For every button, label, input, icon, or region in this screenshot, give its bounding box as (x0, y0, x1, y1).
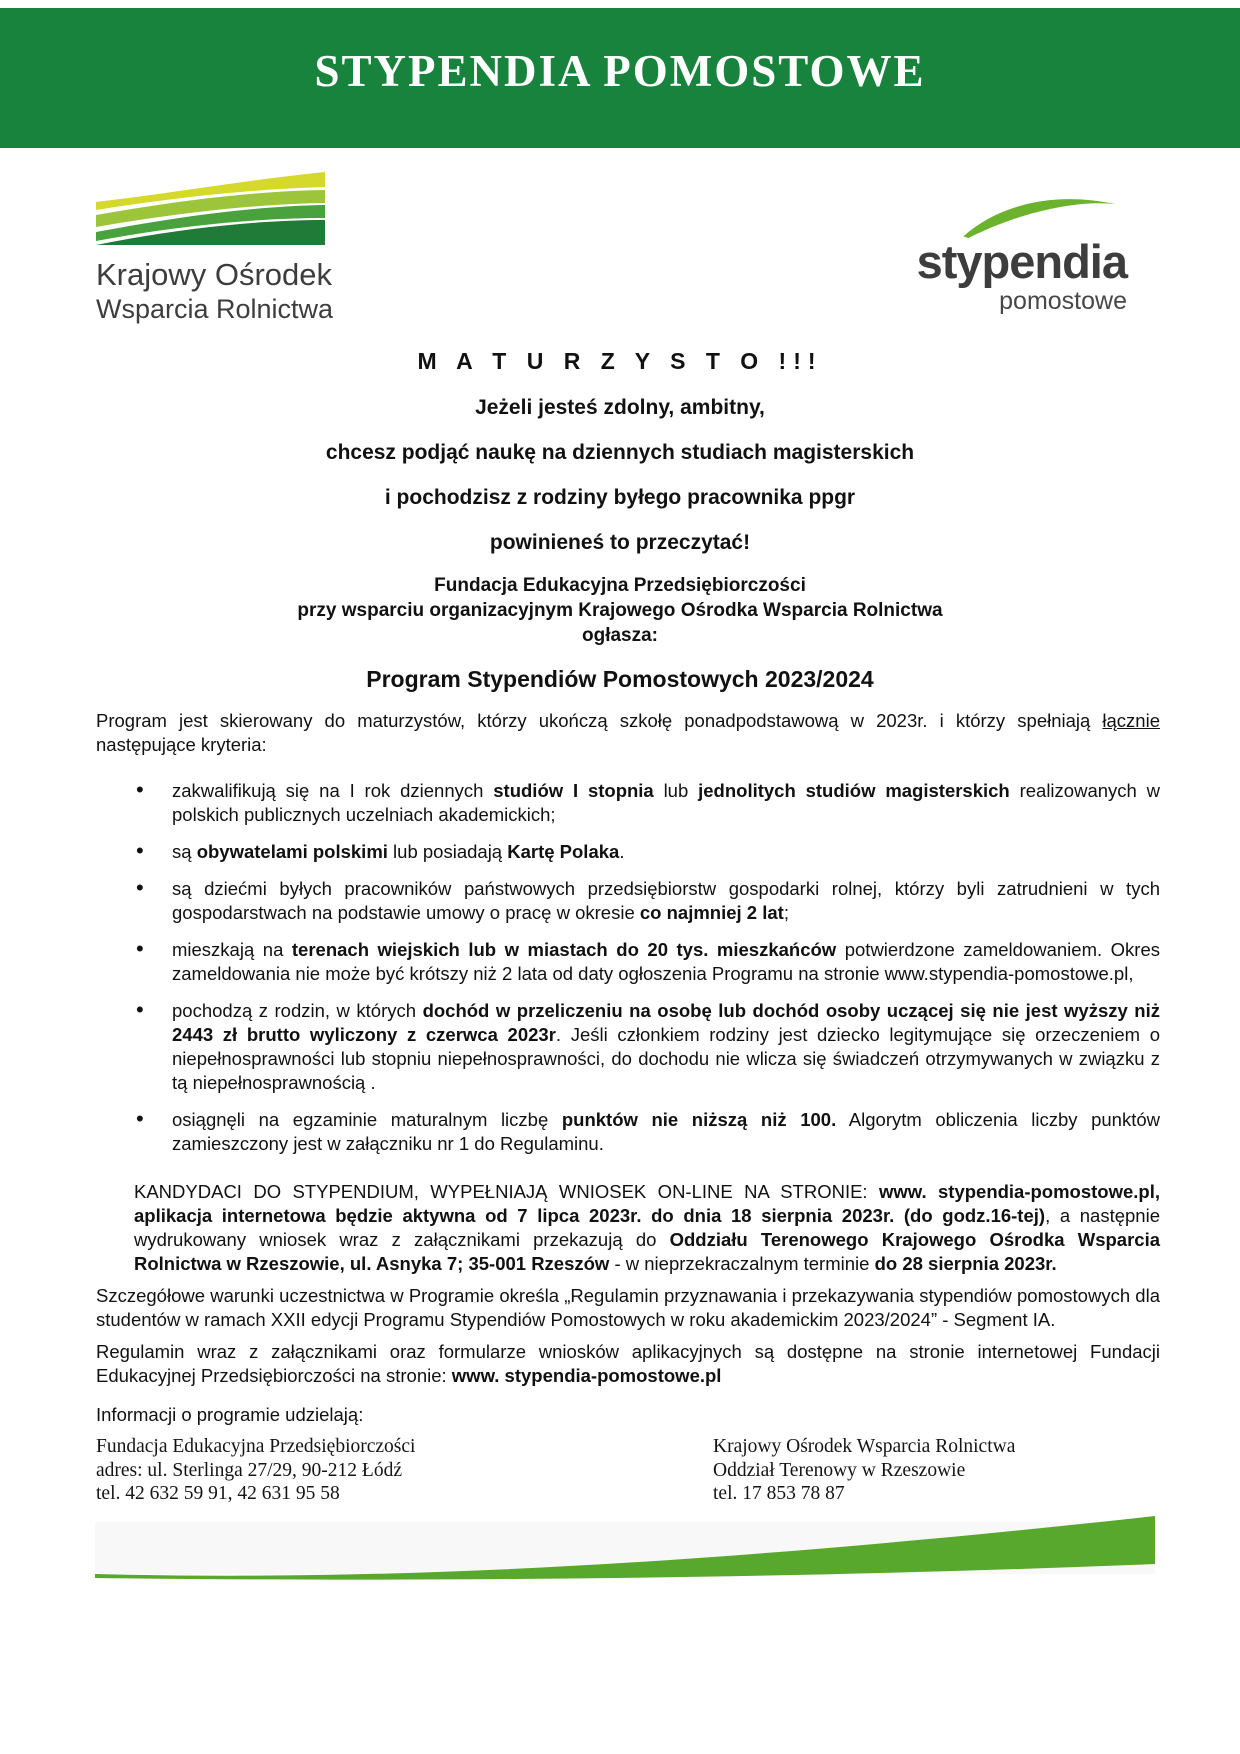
intro-line-4: powinieneś to przeczytać! (489, 531, 751, 554)
criteria-list (96, 779, 1160, 1156)
kowr-logo (96, 172, 396, 325)
logos-row (96, 172, 1127, 325)
kowr-logo-text-line1: Krajowy Ośrodek (96, 257, 333, 292)
criteria-item-5: • pochodzą z rodzin, w których dochód w przeliczeniu na osobę lub dochód osoby uczącej się nie jest wyższy niż 2443 zł brutto wyliczony z czerwca 2023r. Jeśli członkiem rodziny jest dziecko legitymujące się orzeczeniem o niepełnosprawności lub stopniu niepełnosprawności, do dochodu nie wlicza się świadczeń otrzymywanych w związku z tą niepełnosprawnością . (134, 999, 1160, 1095)
intro-headline: M A T U R Z Y S T O !!! (417, 348, 823, 374)
contact-kowr (713, 1435, 1160, 1506)
contact-kowr-phone: tel. 17 853 78 87 (713, 1483, 845, 1504)
contact-fep-name: Fundacja Edukacyjna Przedsiębiorczości (96, 1436, 416, 1457)
document-body (96, 709, 1160, 1427)
announcement-line-3: ogłasza: (581, 625, 659, 646)
header-banner (0, 8, 1240, 148)
intro-paragraph: Program jest skierowany do maturzystów, którzy ukończą szkołę ponadpodstawową w 2023r. i którzy spełniają łącznie następujące kryteria: (96, 710, 1160, 755)
intro-section (0, 347, 1240, 555)
stypendia-logo (895, 192, 1127, 314)
contact-fep-phone: tel. 42 632 59 91, 42 631 95 58 (96, 1483, 340, 1504)
intro-line-1: Jeżeli jesteś zdolny, ambitny, (475, 396, 765, 419)
criteria-item-1: • zakwalifikują się na I rok dziennych studiów I stopnia lub jednolitych studiów magisterskich realizowanych w polskich publicznych uczelniach akademickich; (134, 779, 1160, 827)
announcement-section (0, 573, 1240, 648)
stypendia-logo-subtitle: pomostowe (999, 287, 1127, 315)
info-heading: Informacji o programie udzielają: (96, 1404, 364, 1425)
contact-kowr-name: Krajowy Ośrodek Wsparcia Rolnictwa (713, 1436, 1016, 1457)
intro-line-3: i pochodzisz z rodziny byłego pracownika ppgr (384, 486, 856, 509)
program-title: Program Stypendiów Pomostowych 2023/2024 (366, 666, 874, 692)
application-paragraph: KANDYDACI DO STYPENDIUM, WYPEŁNIAJĄ WNIOSEK ON-LINE NA STRONIE: www. stypendia-pomostowe.pl, aplikacja internetowa będzie aktywna od 7 lipca 2023r. do dnia 18 sierpnia 2023r. (do godz.16-tej), a następnie wydrukowany wniosek wraz z załącznikami przekazują do Oddziału Terenowego Krajowego Ośrodka Wsparcia Rolnictwa w Rzeszowie, ul. Asnyka 7; 35-001 Rzeszów - w nieprzekraczalnym terminie do 28 sierpnia 2023r. (134, 1181, 1161, 1274)
announcement-line-1: Fundacja Edukacyjna Przedsiębiorczości (434, 575, 806, 596)
stypendia-logo-wordmark: stypendia (916, 235, 1127, 288)
criteria-item-3: • są dziećmi byłych pracowników państwowych przedsiębiorstw gospodarki rolnej, którzy byli zatrudnieni w tych gospodarstwach na podstawie umowy o pracę w okresie co najmniej 2 lat; (134, 877, 1160, 925)
footer-swoosh-graphic (95, 1512, 1155, 1584)
criteria-item-4: • mieszkają na terenach wiejskich lub w miastach do 20 tys. mieszkańców potwierdzone zameldowaniem. Okres zameldowania nie może być krótszy niż 2 lata od daty ogłoszenia Programu na stronie www.stypendia-pomostowe.pl, (134, 938, 1160, 986)
terms-paragraph: Szczegółowe warunki uczestnictwa w Programie określa „Regulamin przyznawania i przekazywania stypendiów pomostowych dla studentów w ramach XXII edycji Programu Stypendiów Pomostowych w roku akademickim 2023/2024” - Segment IA. (96, 1285, 1160, 1330)
intro-line-2: chcesz podjąć naukę na dziennych studiach magisterskich (325, 441, 915, 464)
footer-swoosh (95, 1512, 1155, 1584)
document-title: STYPENDIA POMOSTOWE (314, 46, 926, 96)
contact-fep-address: adres: ul. Sterlinga 27/29, 90-212 Łódź (96, 1459, 402, 1481)
announcement-line-2: przy wsparciu organizacyjnym Krajowego Ośrodka Wsparcia Rolnictwa (297, 600, 943, 621)
stypendia-arc-icon (962, 192, 1117, 238)
regulations-paragraph: Regulamin wraz z załącznikami oraz formularze wniosków aplikacyjnych są dostępne na stronie internetowej Fundacji Edukacyjnej Przedsiębiorczości na stronie: www. stypendia-pomostowe.pl (96, 1341, 1160, 1386)
criteria-item-2: • są obywatelami polskimi lub posiadają Kartę Polaka. (134, 840, 1160, 864)
contact-fep (96, 1435, 713, 1506)
kowr-logo-text-line2: Wsparcia Rolnictwa (96, 294, 334, 324)
contact-kowr-branch: Oddział Terenowy w Rzeszowie (713, 1459, 966, 1481)
criteria-item-6: • osiągnęli na egzaminie maturalnym liczbę punktów nie niższą niż 100. Algorytm obliczenia liczby punktów zamieszczony jest w załączniku nr 1 do Regulaminu. (134, 1108, 1160, 1156)
contact-columns (96, 1435, 1160, 1506)
kowr-logo-icon (96, 172, 325, 245)
